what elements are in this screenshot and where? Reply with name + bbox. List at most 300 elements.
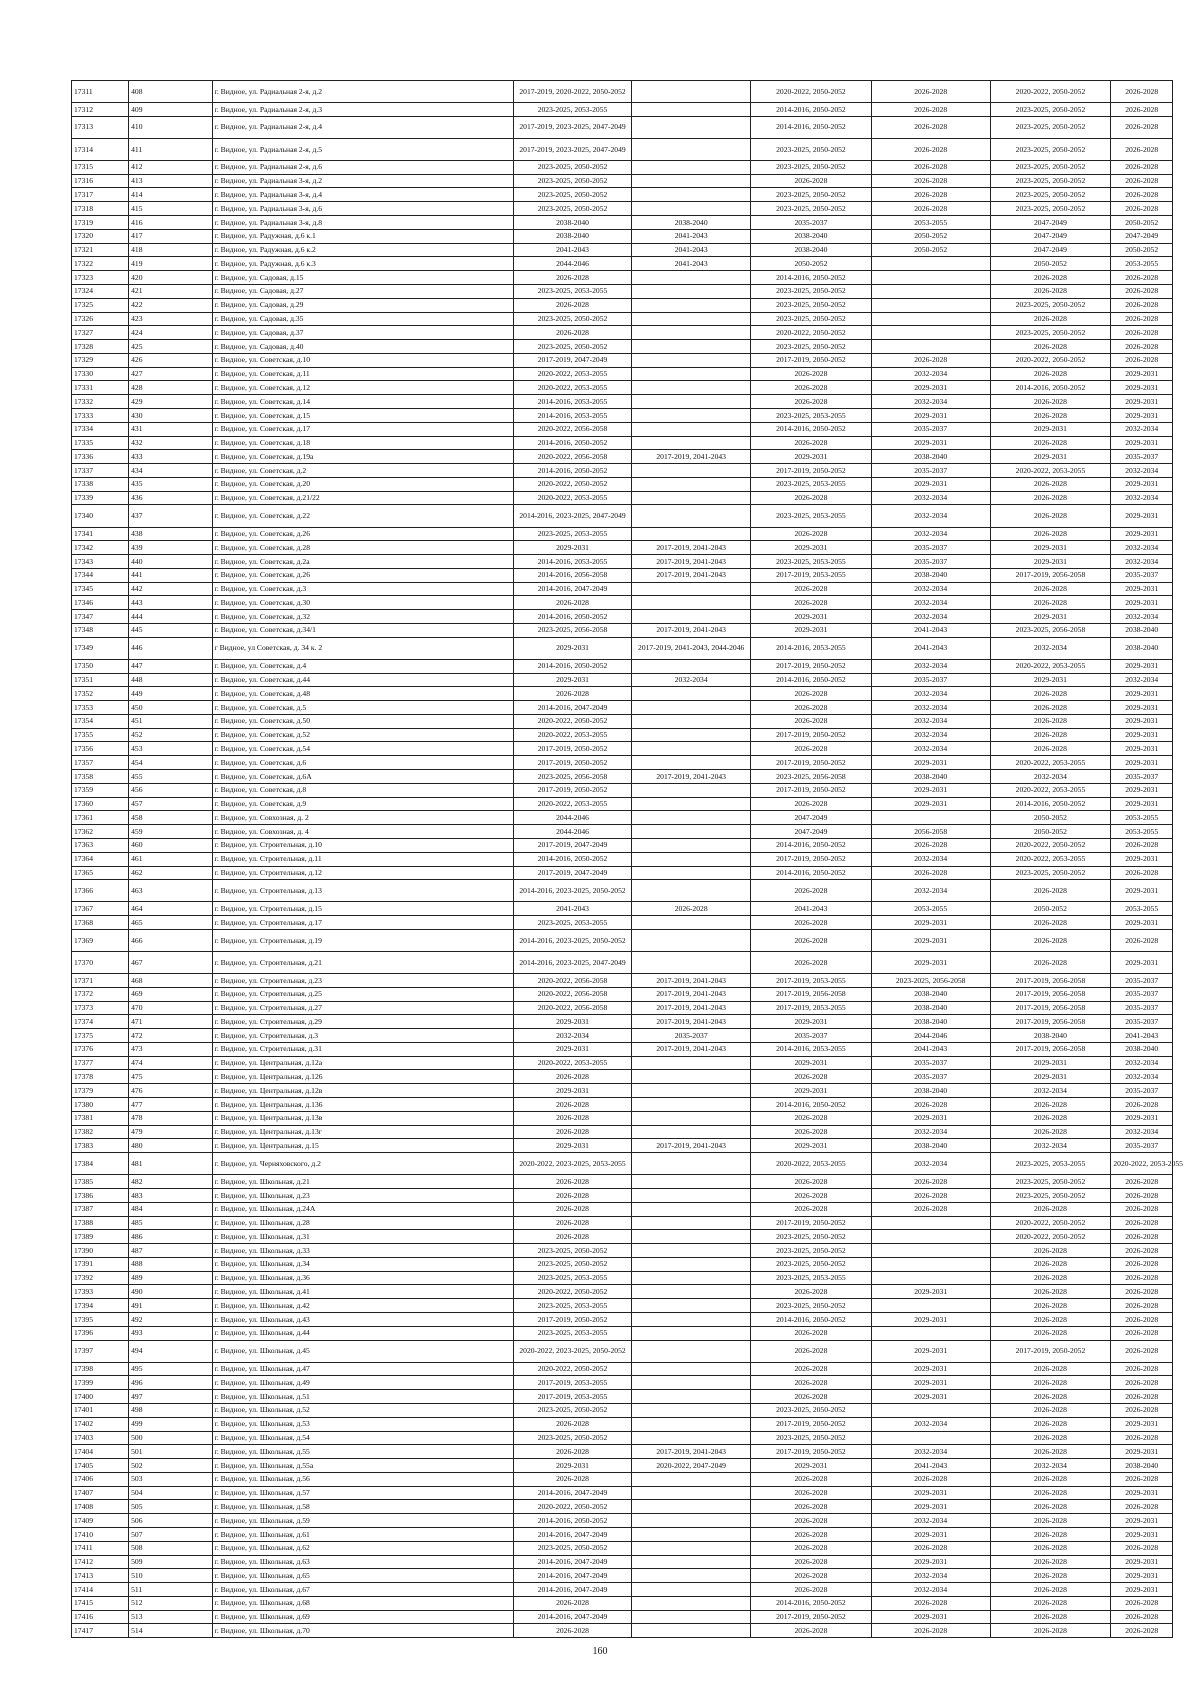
period-1-cell: 2026-2028 xyxy=(513,1111,632,1125)
row-number-cell: 17401 xyxy=(72,1403,129,1417)
period-1-cell: 2029-2031 xyxy=(513,673,632,687)
period-3-cell: 2047-2049 xyxy=(751,825,872,839)
period-6-cell: 2035-2037 xyxy=(1111,974,1173,988)
address-cell: г. Видное, ул. Школьная, д.69 xyxy=(212,1610,513,1624)
period-6-cell: 2029-2031 xyxy=(1111,687,1173,701)
period-2-cell xyxy=(632,1403,751,1417)
table-row xyxy=(72,257,1173,271)
address-cell: г. Видное, ул. Строительная, д.3 xyxy=(212,1029,513,1043)
item-number-cell: 512 xyxy=(129,1596,213,1610)
period-3-cell: 2029-2031 xyxy=(751,1015,872,1029)
table-row xyxy=(72,243,1173,257)
address-cell: г. Видное, ул. Школьная, д.63 xyxy=(212,1555,513,1569)
address-cell: г. Видное, ул. Строительная, д.11 xyxy=(212,852,513,866)
period-6-cell: 2026-2028 xyxy=(1111,1500,1173,1514)
address-cell: г Видное, ул Советская, д. 34 к. 2 xyxy=(212,637,513,659)
address-cell: г. Видное, ул. Советская, д.6А xyxy=(212,770,513,784)
table-row xyxy=(72,1459,1173,1473)
period-1-cell: 2026-2028 xyxy=(513,1417,632,1431)
period-4-cell xyxy=(871,284,990,298)
period-3-cell: 2026-2028 xyxy=(751,491,872,505)
period-5-cell: 2029-2031 xyxy=(990,610,1111,624)
period-3-cell: 2026-2028 xyxy=(751,1472,872,1486)
table-row xyxy=(72,367,1173,381)
period-4-cell xyxy=(871,1326,990,1340)
period-5-cell: 2026-2028 xyxy=(990,340,1111,354)
table-row xyxy=(72,673,1173,687)
period-6-cell: 2026-2028 xyxy=(1111,326,1173,340)
period-4-cell: 2029-2031 xyxy=(871,1111,990,1125)
period-4-cell: 2026-2028 xyxy=(871,1175,990,1189)
item-number-cell: 454 xyxy=(129,756,213,770)
period-4-cell: 2026-2028 xyxy=(871,116,990,138)
row-number-cell: 17406 xyxy=(72,1472,129,1486)
table-row xyxy=(72,464,1173,478)
period-4-cell: 2032-2034 xyxy=(871,582,990,596)
period-5-cell: 2026-2028 xyxy=(990,728,1111,742)
row-number-cell: 17351 xyxy=(72,673,129,687)
address-cell: г. Видное, ул. Центральная, д.13в xyxy=(212,1111,513,1125)
table-row xyxy=(72,229,1173,243)
row-number-cell: 17359 xyxy=(72,783,129,797)
period-5-cell: 2026-2028 xyxy=(990,1271,1111,1285)
table-row xyxy=(72,916,1173,930)
address-cell: г. Видное, ул. Радужная, д.6 к.3 xyxy=(212,257,513,271)
item-number-cell: 463 xyxy=(129,880,213,902)
table-row xyxy=(72,527,1173,541)
period-5-cell: 2047-2049 xyxy=(990,229,1111,243)
period-5-cell: 2023-2025, 2050-2052 xyxy=(990,103,1111,117)
period-3-cell: 2023-2025, 2050-2052 xyxy=(751,160,872,174)
item-number-cell: 495 xyxy=(129,1362,213,1376)
period-2-cell xyxy=(632,1070,751,1084)
period-1-cell: 2026-2028 xyxy=(513,326,632,340)
period-2-cell xyxy=(632,1486,751,1500)
address-cell: г. Видное, ул. Школьная, д.31 xyxy=(212,1230,513,1244)
period-2-cell: 2017-2019, 2041-2043 xyxy=(632,1042,751,1056)
period-4-cell: 2026-2028 xyxy=(871,160,990,174)
table-row xyxy=(72,1188,1173,1202)
period-4-cell: 2032-2034 xyxy=(871,728,990,742)
item-number-cell: 410 xyxy=(129,116,213,138)
period-4-cell: 2029-2031 xyxy=(871,1555,990,1569)
item-number-cell: 470 xyxy=(129,1001,213,1015)
period-1-cell: 2020-2022, 2050-2052 xyxy=(513,1500,632,1514)
table-row xyxy=(72,1326,1173,1340)
address-cell: г. Видное, ул. Школьная, д.65 xyxy=(212,1569,513,1583)
item-number-cell: 437 xyxy=(129,505,213,527)
table-row xyxy=(72,1125,1173,1139)
row-number-cell: 17346 xyxy=(72,596,129,610)
item-number-cell: 447 xyxy=(129,659,213,673)
period-2-cell xyxy=(632,1500,751,1514)
address-cell: г. Видное, ул. Советская, д.10 xyxy=(212,353,513,367)
period-2-cell xyxy=(632,582,751,596)
period-3-cell: 2029-2031 xyxy=(751,1056,872,1070)
address-cell: г. Видное, ул. Школьная, д.52 xyxy=(212,1403,513,1417)
period-5-cell: 2032-2034 xyxy=(990,1139,1111,1153)
table-row xyxy=(72,1362,1173,1376)
period-5-cell: 2026-2028 xyxy=(990,916,1111,930)
period-5-cell: 2050-2052 xyxy=(990,825,1111,839)
address-cell: г. Видное, ул. Школьная, д.51 xyxy=(212,1390,513,1404)
period-3-cell: 2026-2028 xyxy=(751,1111,872,1125)
period-1-cell: 2020-2022, 2053-2055 xyxy=(513,367,632,381)
table-row xyxy=(72,160,1173,174)
period-4-cell: 2032-2034 xyxy=(871,714,990,728)
period-2-cell xyxy=(632,866,751,880)
period-4-cell: 2032-2034 xyxy=(871,491,990,505)
period-6-cell: 2020-2022, 2053-2055 xyxy=(1111,1153,1173,1175)
period-6-cell: 2026-2028 xyxy=(1111,81,1173,103)
period-4-cell: 2044-2046 xyxy=(871,1029,990,1043)
row-number-cell: 17330 xyxy=(72,367,129,381)
row-number-cell: 17354 xyxy=(72,714,129,728)
period-1-cell: 2014-2016, 2047-2049 xyxy=(513,1555,632,1569)
period-5-cell: 2014-2016, 2050-2052 xyxy=(990,797,1111,811)
table-row xyxy=(72,1569,1173,1583)
period-3-cell: 2026-2028 xyxy=(751,1486,872,1500)
address-cell: г. Видное, ул. Школьная, д.47 xyxy=(212,1362,513,1376)
address-cell: г. Видное, ул. Школьная, д.58 xyxy=(212,1500,513,1514)
period-3-cell: 2023-2025, 2050-2052 xyxy=(751,1431,872,1445)
period-2-cell xyxy=(632,1472,751,1486)
item-number-cell: 424 xyxy=(129,326,213,340)
period-5-cell: 2023-2025, 2050-2052 xyxy=(990,174,1111,188)
period-5-cell: 2026-2028 xyxy=(990,1111,1111,1125)
table-row xyxy=(72,1098,1173,1112)
address-cell: г. Видное, ул. Центральная, д.15 xyxy=(212,1139,513,1153)
period-2-cell xyxy=(632,1610,751,1624)
period-4-cell: 2053-2055 xyxy=(871,902,990,916)
table-body xyxy=(72,81,1183,1638)
period-2-cell: 2017-2019, 2041-2043 xyxy=(632,555,751,569)
period-3-cell: 2038-2040 xyxy=(751,243,872,257)
period-4-cell: 2026-2028 xyxy=(871,1541,990,1555)
table-row xyxy=(72,1376,1173,1390)
table-row xyxy=(72,271,1173,285)
row-number-cell: 17375 xyxy=(72,1029,129,1043)
period-5-cell: 2020-2022, 2053-2055 xyxy=(990,659,1111,673)
row-number-cell: 17317 xyxy=(72,188,129,202)
period-3-cell: 2023-2025, 2050-2052 xyxy=(751,312,872,326)
period-1-cell: 2032-2034 xyxy=(513,1029,632,1043)
period-3-cell: 2017-2019, 2050-2052 xyxy=(751,728,872,742)
table-row xyxy=(72,1299,1173,1313)
period-3-cell: 2026-2028 xyxy=(751,582,872,596)
period-2-cell: 2020-2022, 2047-2049 xyxy=(632,1459,751,1473)
item-number-cell: 450 xyxy=(129,701,213,715)
period-4-cell xyxy=(871,1230,990,1244)
row-number-cell: 17397 xyxy=(72,1340,129,1362)
period-4-cell: 2032-2034 xyxy=(871,701,990,715)
address-cell: г. Видное, ул. Советская, д.4 xyxy=(212,659,513,673)
period-6-cell: 2026-2028 xyxy=(1111,298,1173,312)
period-4-cell: 2029-2031 xyxy=(871,381,990,395)
period-5-cell: 2026-2028 xyxy=(990,1528,1111,1542)
address-cell: г. Видное, ул. Садовая, д.35 xyxy=(212,312,513,326)
period-4-cell: 2038-2040 xyxy=(871,1084,990,1098)
row-number-cell: 17399 xyxy=(72,1376,129,1390)
address-cell: г. Видное, ул. Строительная, д.21 xyxy=(212,951,513,973)
row-number-cell: 17416 xyxy=(72,1610,129,1624)
period-4-cell: 2029-2031 xyxy=(871,1376,990,1390)
period-5-cell: 2017-2019, 2056-2058 xyxy=(990,1001,1111,1015)
row-number-cell: 17352 xyxy=(72,687,129,701)
address-cell: г. Видное, ул. Школьная, д.55 xyxy=(212,1445,513,1459)
period-5-cell: 2026-2028 xyxy=(990,1431,1111,1445)
table-row xyxy=(72,770,1173,784)
period-2-cell xyxy=(632,1555,751,1569)
table-row xyxy=(72,1153,1173,1175)
row-number-cell: 17356 xyxy=(72,742,129,756)
period-5-cell: 2026-2028 xyxy=(990,1257,1111,1271)
row-number-cell: 17334 xyxy=(72,422,129,436)
address-cell: г. Видное, ул. Школьная, д.53 xyxy=(212,1417,513,1431)
item-number-cell: 444 xyxy=(129,610,213,624)
item-number-cell: 443 xyxy=(129,596,213,610)
period-5-cell: 2026-2028 xyxy=(990,408,1111,422)
period-3-cell: 2023-2025, 2053-2055 xyxy=(751,505,872,527)
row-number-cell: 17338 xyxy=(72,477,129,491)
period-4-cell: 2038-2040 xyxy=(871,987,990,1001)
period-2-cell xyxy=(632,1569,751,1583)
period-6-cell: 2026-2028 xyxy=(1111,312,1173,326)
period-2-cell xyxy=(632,284,751,298)
period-3-cell: 2023-2025, 2050-2052 xyxy=(751,1403,872,1417)
period-3-cell: 2017-2019, 2050-2052 xyxy=(751,353,872,367)
address-cell: г. Видное, ул. Школьная, д.57 xyxy=(212,1486,513,1500)
item-number-cell: 461 xyxy=(129,852,213,866)
row-number-cell: 17331 xyxy=(72,381,129,395)
table-row xyxy=(72,216,1173,230)
table-row xyxy=(72,687,1173,701)
period-5-cell: 2023-2025, 2050-2052 xyxy=(990,116,1111,138)
period-6-cell: 2029-2031 xyxy=(1111,1417,1173,1431)
period-1-cell: 2014-2016, 2050-2052 xyxy=(513,852,632,866)
period-6-cell: 2035-2037 xyxy=(1111,1084,1173,1098)
period-1-cell: 2023-2025, 2050-2052 xyxy=(513,340,632,354)
period-2-cell xyxy=(632,1175,751,1189)
period-6-cell: 2029-2031 xyxy=(1111,1486,1173,1500)
item-number-cell: 475 xyxy=(129,1070,213,1084)
period-6-cell: 2032-2034 xyxy=(1111,610,1173,624)
period-2-cell: 2017-2019, 2041-2043 xyxy=(632,568,751,582)
table-row xyxy=(72,728,1173,742)
period-5-cell: 2020-2022, 2050-2052 xyxy=(990,353,1111,367)
period-5-cell: 2017-2019, 2056-2058 xyxy=(990,1015,1111,1029)
period-1-cell: 2026-2028 xyxy=(513,1175,632,1189)
item-number-cell: 456 xyxy=(129,783,213,797)
period-6-cell: 2032-2034 xyxy=(1111,491,1173,505)
period-1-cell: 2017-2019, 2020-2022, 2050-2052 xyxy=(513,81,632,103)
period-4-cell: 2029-2031 xyxy=(871,477,990,491)
row-number-cell: 17417 xyxy=(72,1624,129,1638)
table-row xyxy=(72,1042,1173,1056)
item-number-cell: 412 xyxy=(129,160,213,174)
period-5-cell: 2029-2031 xyxy=(990,555,1111,569)
period-2-cell: 2017-2019, 2041-2043 xyxy=(632,987,751,1001)
table-row xyxy=(72,1257,1173,1271)
period-5-cell: 2029-2031 xyxy=(990,541,1111,555)
period-3-cell: 2026-2028 xyxy=(751,687,872,701)
period-5-cell: 2026-2028 xyxy=(990,1500,1111,1514)
period-6-cell: 2026-2028 xyxy=(1111,1202,1173,1216)
period-2-cell xyxy=(632,477,751,491)
period-4-cell: 2029-2031 xyxy=(871,1528,990,1542)
period-3-cell: 2023-2025, 2053-2055 xyxy=(751,555,872,569)
table-row xyxy=(72,1202,1173,1216)
address-cell: г. Видное, ул. Школьная, д.28 xyxy=(212,1216,513,1230)
period-6-cell: 2026-2028 xyxy=(1111,1340,1173,1362)
period-5-cell: 2026-2028 xyxy=(990,1299,1111,1313)
period-4-cell: 2032-2034 xyxy=(871,1417,990,1431)
period-3-cell: 2023-2025, 2050-2052 xyxy=(751,202,872,216)
period-4-cell: 2032-2034 xyxy=(871,742,990,756)
period-4-cell: 2032-2034 xyxy=(871,852,990,866)
item-number-cell: 501 xyxy=(129,1445,213,1459)
period-6-cell: 2035-2037 xyxy=(1111,568,1173,582)
item-number-cell: 458 xyxy=(129,811,213,825)
period-4-cell: 2026-2028 xyxy=(871,1472,990,1486)
period-2-cell xyxy=(632,1188,751,1202)
period-3-cell: 2026-2028 xyxy=(751,951,872,973)
period-1-cell: 2020-2022, 2050-2052 xyxy=(513,714,632,728)
period-3-cell: 2020-2022, 2050-2052 xyxy=(751,326,872,340)
period-5-cell: 2050-2052 xyxy=(990,902,1111,916)
period-2-cell xyxy=(632,1084,751,1098)
period-3-cell: 2029-2031 xyxy=(751,450,872,464)
period-3-cell: 2026-2028 xyxy=(751,797,872,811)
item-number-cell: 452 xyxy=(129,728,213,742)
address-cell: г. Видное, ул. Радиальная 3-я, д.6 xyxy=(212,202,513,216)
period-2-cell xyxy=(632,1376,751,1390)
period-5-cell: 2029-2031 xyxy=(990,1070,1111,1084)
period-6-cell: 2053-2055 xyxy=(1111,257,1173,271)
period-4-cell: 2041-2043 xyxy=(871,623,990,637)
row-number-cell: 17355 xyxy=(72,728,129,742)
period-5-cell: 2026-2028 xyxy=(990,1125,1111,1139)
period-2-cell: 2017-2019, 2041-2043 xyxy=(632,770,751,784)
period-2-cell xyxy=(632,1257,751,1271)
period-1-cell: 2029-2031 xyxy=(513,1015,632,1029)
period-6-cell: 2029-2031 xyxy=(1111,1514,1173,1528)
period-2-cell xyxy=(632,298,751,312)
row-number-cell: 17377 xyxy=(72,1056,129,1070)
item-number-cell: 514 xyxy=(129,1624,213,1638)
table-row xyxy=(72,902,1173,916)
address-cell: г. Видное, ул. Школьная, д.55а xyxy=(212,1459,513,1473)
period-4-cell xyxy=(871,326,990,340)
period-6-cell: 2029-2031 xyxy=(1111,436,1173,450)
table-row xyxy=(72,714,1173,728)
item-number-cell: 472 xyxy=(129,1029,213,1043)
table-row xyxy=(72,701,1173,715)
period-3-cell: 2026-2028 xyxy=(751,436,872,450)
address-cell: г. Видное, ул. Школьная, д.23 xyxy=(212,1188,513,1202)
period-4-cell: 2026-2028 xyxy=(871,188,990,202)
address-cell: г. Видное, ул. Садовая, д.27 xyxy=(212,284,513,298)
item-number-cell: 446 xyxy=(129,637,213,659)
table-row xyxy=(72,1445,1173,1459)
item-number-cell: 418 xyxy=(129,243,213,257)
period-6-cell: 2026-2028 xyxy=(1111,929,1173,951)
row-number-cell: 17374 xyxy=(72,1015,129,1029)
address-cell: г. Видное, ул. Советская, д.26 xyxy=(212,568,513,582)
period-1-cell: 2014-2016, 2050-2052 xyxy=(513,610,632,624)
address-cell: г. Видное, ул. Радиальная 2-я, д.6 xyxy=(212,160,513,174)
period-5-cell: 2023-2025, 2053-2055 xyxy=(990,1153,1111,1175)
period-4-cell: 2035-2037 xyxy=(871,1070,990,1084)
row-number-cell: 17404 xyxy=(72,1445,129,1459)
table-row xyxy=(72,81,1173,103)
row-number-cell: 17412 xyxy=(72,1555,129,1569)
period-5-cell: 2026-2028 xyxy=(990,491,1111,505)
period-1-cell: 2020-2022, 2056-2058 xyxy=(513,1001,632,1015)
row-number-cell: 17392 xyxy=(72,1271,129,1285)
period-6-cell: 2026-2028 xyxy=(1111,1299,1173,1313)
period-2-cell xyxy=(632,728,751,742)
row-number-cell: 17321 xyxy=(72,243,129,257)
table-row xyxy=(72,395,1173,409)
item-number-cell: 413 xyxy=(129,174,213,188)
row-number-cell: 17326 xyxy=(72,312,129,326)
row-number-cell: 17382 xyxy=(72,1125,129,1139)
period-3-cell: 2026-2028 xyxy=(751,596,872,610)
item-number-cell: 432 xyxy=(129,436,213,450)
period-5-cell: 2032-2034 xyxy=(990,1084,1111,1098)
period-1-cell: 2026-2028 xyxy=(513,1472,632,1486)
period-4-cell xyxy=(871,340,990,354)
period-4-cell: 2029-2031 xyxy=(871,1500,990,1514)
address-cell: г. Видное, ул. Строительная, д.17 xyxy=(212,916,513,930)
address-cell: г. Видное, ул. Радиальная 2-я, д.4 xyxy=(212,116,513,138)
row-number-cell: 17369 xyxy=(72,929,129,951)
period-6-cell: 2026-2028 xyxy=(1111,202,1173,216)
period-6-cell: 2029-2031 xyxy=(1111,477,1173,491)
period-2-cell: 2032-2034 xyxy=(632,673,751,687)
period-3-cell: 2023-2025, 2050-2052 xyxy=(751,188,872,202)
period-4-cell: 2032-2034 xyxy=(871,505,990,527)
period-1-cell: 2017-2019, 2047-2049 xyxy=(513,838,632,852)
period-6-cell: 2026-2028 xyxy=(1111,160,1173,174)
period-3-cell: 2014-2016, 2050-2052 xyxy=(751,1313,872,1327)
period-1-cell: 2023-2025, 2050-2052 xyxy=(513,312,632,326)
row-number-cell: 17410 xyxy=(72,1528,129,1542)
period-3-cell: 2035-2037 xyxy=(751,1029,872,1043)
period-2-cell xyxy=(632,1541,751,1555)
row-number-cell: 17370 xyxy=(72,951,129,973)
table-row xyxy=(72,103,1173,117)
table-row xyxy=(72,582,1173,596)
table-row xyxy=(72,1230,1173,1244)
address-cell: г. Видное, ул. Черняховского, д.2 xyxy=(212,1153,513,1175)
period-2-cell xyxy=(632,880,751,902)
period-3-cell: 2014-2016, 2050-2052 xyxy=(751,103,872,117)
address-cell: г. Видное, ул. Центральная, д.13г xyxy=(212,1125,513,1139)
period-6-cell: 2026-2028 xyxy=(1111,1610,1173,1624)
item-number-cell: 408 xyxy=(129,81,213,103)
period-5-cell: 2017-2019, 2056-2058 xyxy=(990,568,1111,582)
period-5-cell: 2026-2028 xyxy=(990,505,1111,527)
period-3-cell: 2026-2028 xyxy=(751,1376,872,1390)
item-number-cell: 479 xyxy=(129,1125,213,1139)
address-cell: г. Видное, ул. Строительная, д.10 xyxy=(212,838,513,852)
period-6-cell: 2026-2028 xyxy=(1111,1431,1173,1445)
item-number-cell: 485 xyxy=(129,1216,213,1230)
period-1-cell: 2023-2025, 2053-2055 xyxy=(513,284,632,298)
period-5-cell: 2026-2028 xyxy=(990,1390,1111,1404)
